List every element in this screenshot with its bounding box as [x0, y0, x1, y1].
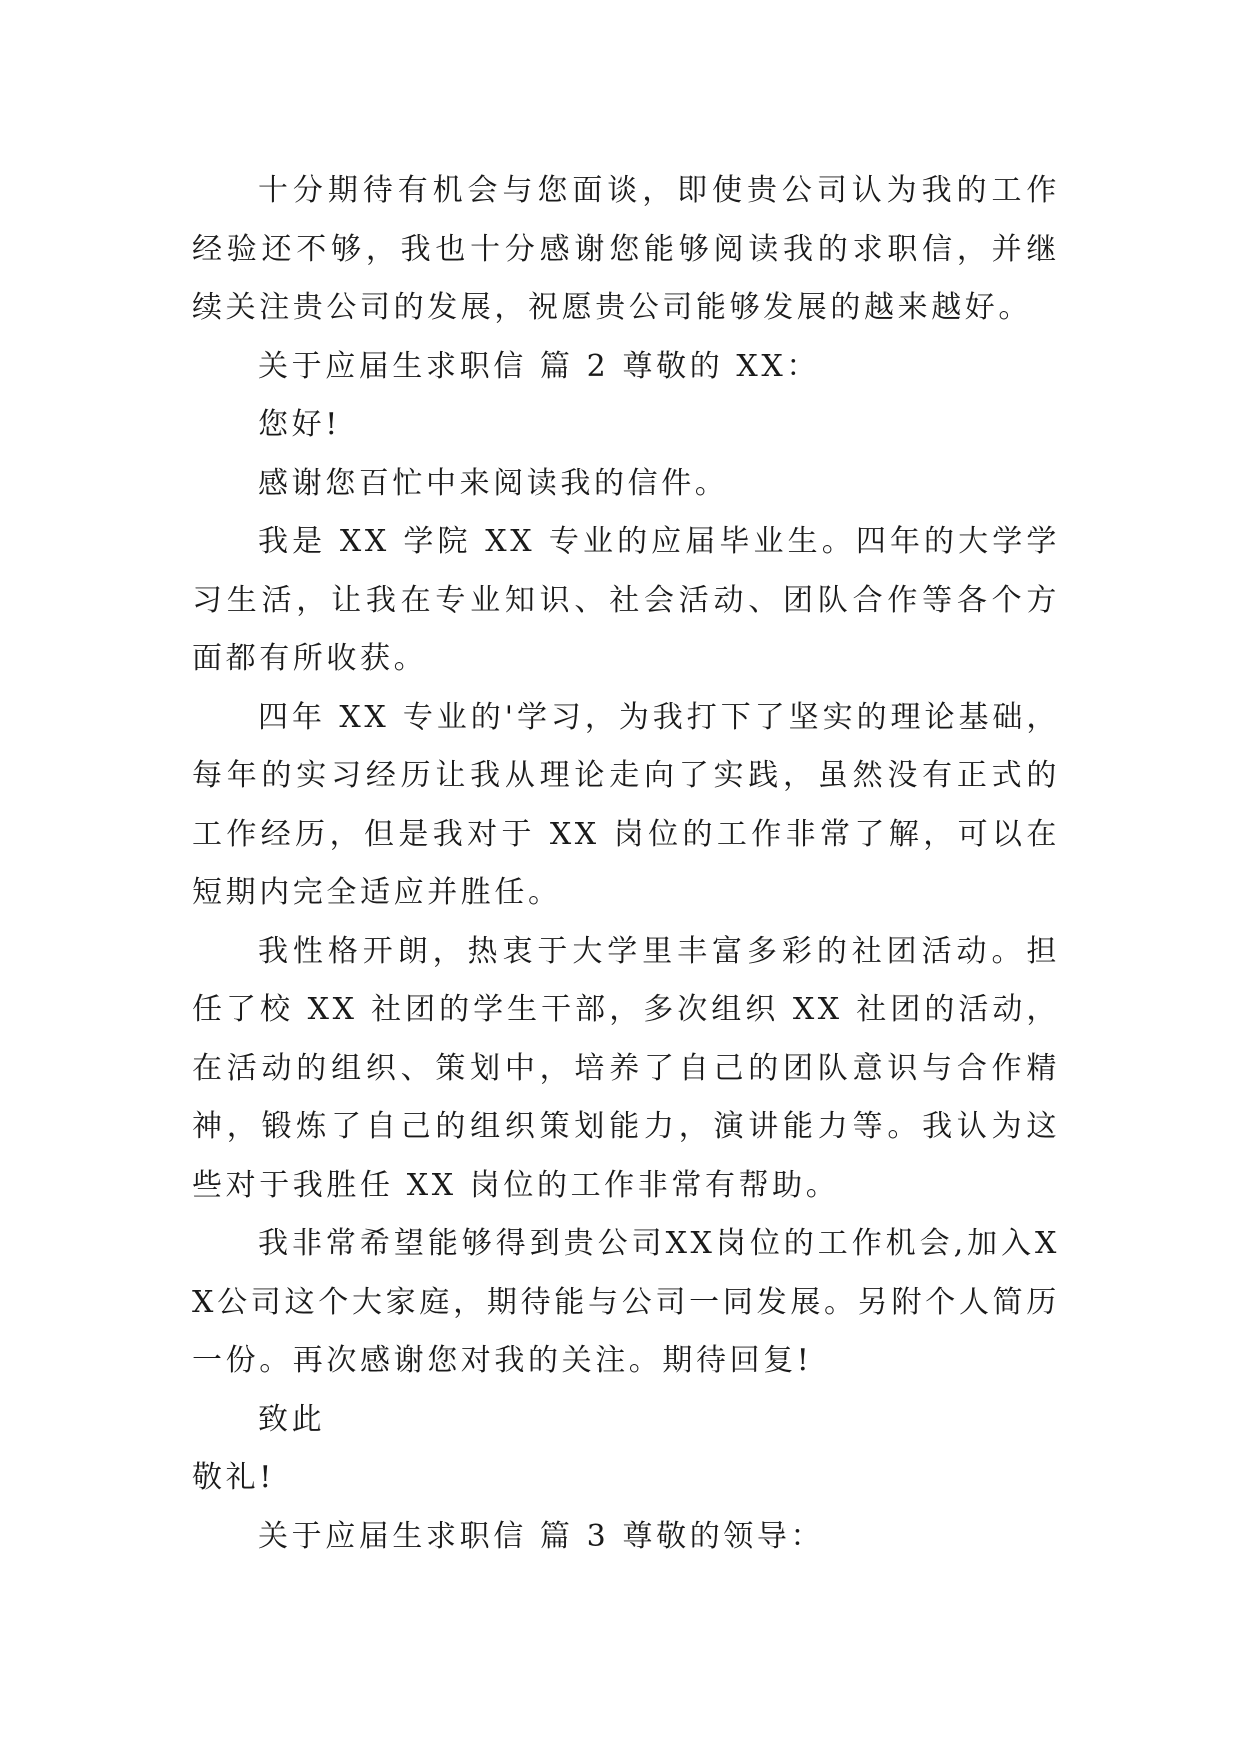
paragraph-thanks: 感谢您百忙中来阅读我的信件。	[258, 465, 729, 501]
paragraph-study-experience: 四年 XX 专业的'学习，为我打下了坚实的理论基础，每年的实习经历让我从理论走向了实践，虽然没有正式的工作经历，但是我对于 XX 岗位的工作非常了解，可以在短期内完全适应并胜任。	[192, 699, 1060, 910]
heading-letter-3: 关于应届生求职信 篇 3 尊敬的领导：	[258, 1518, 825, 1554]
paragraph-hope: 我非常希望能够得到贵公司XX岗位的工作机会,加入XX公司这个大家庭，期待能与公司一同发展。另附个人简历一份。再次感谢您对我的关注。期待回复!	[192, 1226, 1060, 1378]
letter-body	[192, 162, 1060, 1566]
paragraph-introduction: 我是 XX 学院 XX 专业的应届毕业生。四年的大学学习生活，让我在专业知识、社会活动、团队合作等各个方面都有所收获。	[192, 524, 1060, 676]
greeting: 您好!	[258, 407, 341, 442]
paragraph-closing-hope: 十分期待有机会与您面谈，即使贵公司认为我的工作经验还不够，我也十分感谢您能够阅读我的求职信，并继续关注贵公司的发展，祝愿贵公司能够发展的越来越好。	[192, 173, 1060, 325]
closing-regards: 敬礼!	[192, 1460, 275, 1495]
heading-letter-2: 关于应届生求职信 篇 2 尊敬的 XX：	[258, 348, 820, 384]
paragraph-activities: 我性格开朗，热衷于大学里丰富多彩的社团活动。担任了校 XX 社团的学生干部，多次组织 XX 社团的活动，在活动的组织、策划中，培养了自己的团队意识与合作精神，锻炼了自己的组织策划能力，演讲能力等。我认为这些对于我胜任 XX 岗位的工作非常有帮助。	[192, 933, 1060, 1203]
closing-salutation: 致此	[258, 1401, 326, 1437]
